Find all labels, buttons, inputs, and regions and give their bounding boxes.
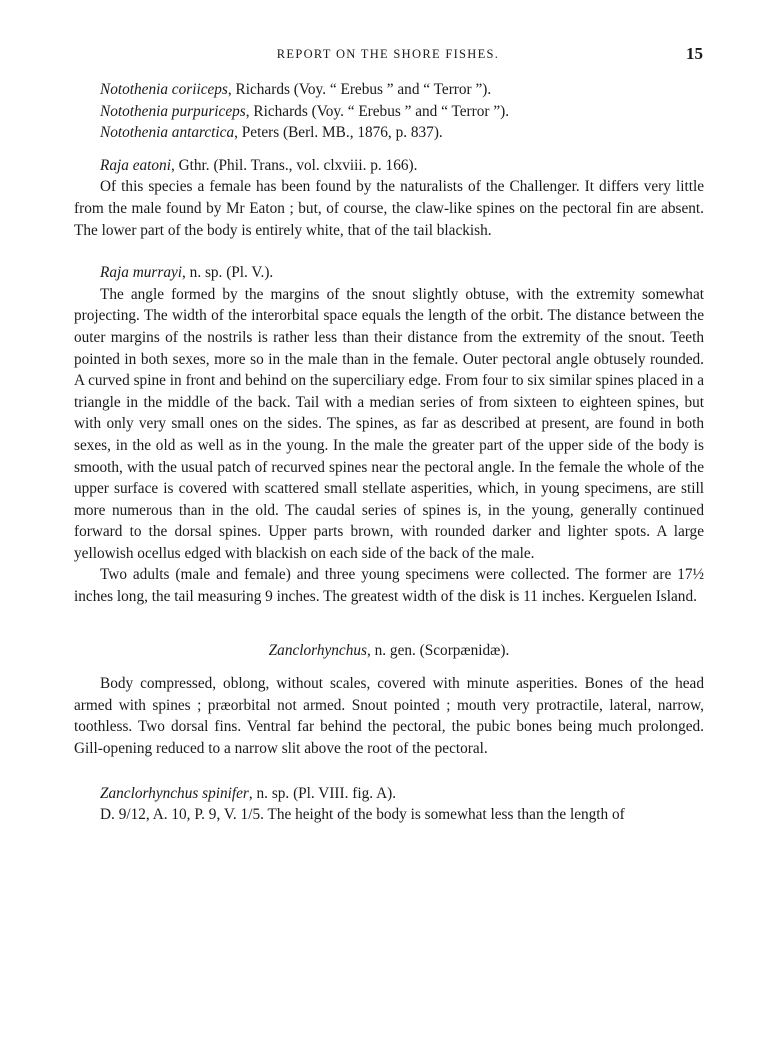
taxon-name: Raja murrayi <box>100 264 183 282</box>
paragraph-raja-eatoni: Of this species a female has been found by the naturalists of the Challenger. It differs very little from the male found by Mr Eaton ; but, of course, the claw-like spines on the pectoral fin are absent. The lower part of the body is entirely white, that of the tail blackish. <box>74 178 704 239</box>
citation: , Richards (Voy. “ Erebus ” and “ Terror ”). <box>245 102 510 120</box>
paragraph-raja-murrayi-description: The angle formed by the margins of the snout slightly obtuse, with the extremity somewhat projecting. The width of the interorbital space equals the length of the orbit. The distance between the outer margins of the nostrils is rather less than their distance from the extremity of the snout. Teeth pointed in both sexes, more so in the male than in the female. Outer pectoral angle obtusely rounded. A curved spine in front and behind on the superciliary edge. From four to six similar spines placed in a triangle in the middle of the back. Tail with a median series of from sixteen to eighteen spines, but with only very small ones on the sides. The spines, as far as described at present, are found in both sexes, in the old as well as in the young. In the male the greater part of the upper side of the body is smooth, with the usual patch of recurved spines near the pectoral angle. In the female the whole of the upper surface is covered with scattered small stellate asperities, which, in young specimens, are still more numerous than in the old. The caudal series of spines is, in the young, generally continued forward to the dorsal spines. Upper parts brown, with rounded darker and lighter spots. A large yellowish ocellus edged with blackish on each side of the back of the male. <box>74 285 704 562</box>
citation: , n. gen. (Scorpænidæ). <box>366 641 510 659</box>
synonym-entry <box>100 122 704 144</box>
citation: , n. sp. (Pl. V.). <box>182 264 274 282</box>
species-heading-zanclorhynchus-spinifer <box>74 783 704 805</box>
fin-formula-line: D. 9/12, A. 10, P. 9, V. 1/5. The height of the body is somewhat less than the length of <box>100 806 625 824</box>
taxon-name: Zanclorhynchus spinifer <box>100 784 249 802</box>
species-heading-raja-murrayi <box>74 262 704 284</box>
taxon-name: Notothenia antarctica <box>100 124 235 142</box>
synonymy-list <box>74 79 704 144</box>
fraction: ½ <box>692 566 704 584</box>
page-number: 15 <box>686 44 703 63</box>
citation: , Peters (Berl. MB., 1876, p. 837). <box>234 124 443 142</box>
taxon-name: Notothenia purpuriceps <box>100 102 246 120</box>
genus-heading-zanclorhynchus <box>74 640 704 662</box>
species-heading-raja-eatoni <box>74 155 704 177</box>
taxon-name: Raja eatoni <box>100 156 171 174</box>
synonym-entry <box>100 101 704 123</box>
citation: , Gthr. (Phil. Trans., vol. clxviii. p. 166). <box>170 156 418 174</box>
citation: , Richards (Voy. “ Erebus ” and “ Terror ”). <box>227 81 492 98</box>
taxon-name: Zanclorhynchus <box>268 641 367 659</box>
paragraph-raja-murrayi-specimens: Two adults (male and female) and three young specimens were collected. The former are 17½ inches long, the tail measuring 9 inches. The greatest width of the disk is 11 inches. Kerguelen Island. <box>74 566 704 606</box>
taxon-name: Notothenia coriiceps <box>100 81 228 98</box>
paragraph-genus-description: Body compressed, oblong, without scales, covered with minute asperities. Bones of the head armed with spines ; præorbital not armed. Snout pointed ; mouth very protractile, lateral, narrow, toothless. Two dorsal fins. Ventral far behind the pectoral, the pubic bones being much prolonged. Gill-opening reduced to a narrow slit above the root of the pectoral. <box>74 675 704 758</box>
synonym-entry <box>100 79 704 101</box>
fin-formula: D. 9/12, A. 10, P. 9, V. 1/5. <box>100 806 264 824</box>
page-header <box>0 44 776 70</box>
citation: , n. sp. (Pl. VIII. fig. A). <box>248 784 397 802</box>
running-title: REPORT ON THE SHORE FISHES. <box>276 47 500 61</box>
page-body <box>74 79 704 826</box>
